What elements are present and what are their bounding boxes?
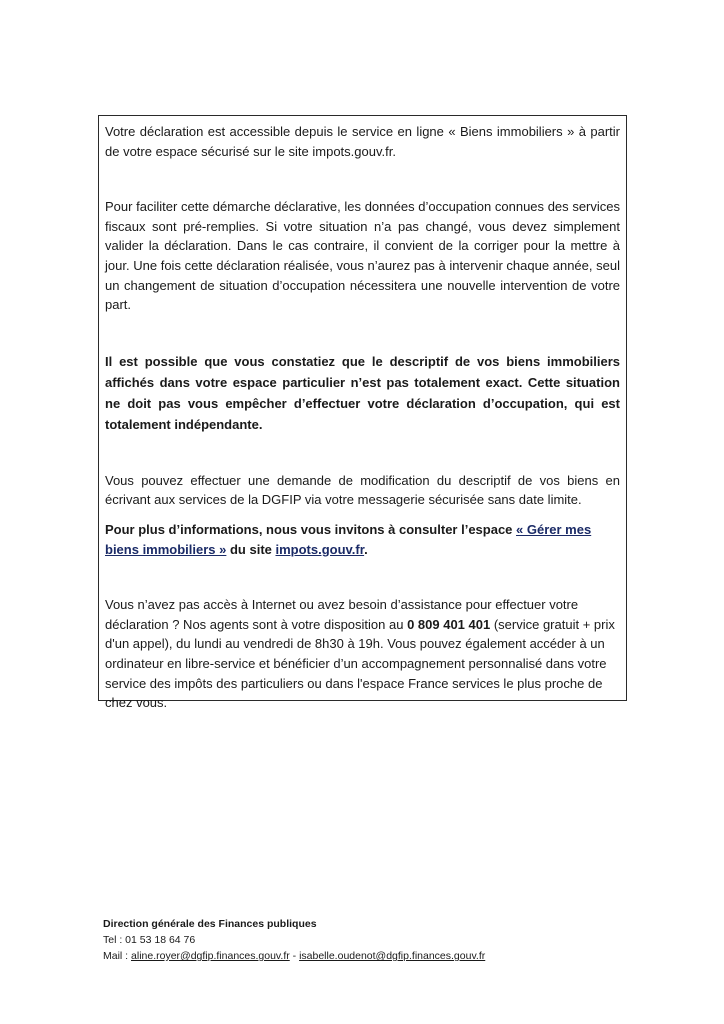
footer-mail-line bbox=[103, 948, 485, 964]
footer-contact bbox=[103, 916, 485, 964]
footer-mail-label: Mail : bbox=[103, 950, 132, 962]
assistance-suffix: (service gratuit + prix d'un appel), du lundi au vendredi de 8h30 à 19h. Vous pouvez également accéder à un ordinateur en libre-service et bénéficier d’un accompagnement personnalisé dans votre service des impôts des particuliers ou dans l'espace France services le plus proche de chez vous. bbox=[105, 616, 615, 711]
impots-site-link[interactable]: impots.gouv.fr bbox=[275, 541, 365, 557]
more-info-middle: du site bbox=[226, 541, 276, 557]
paragraph-assistance bbox=[105, 595, 620, 713]
footer-title: Direction générale des Finances publiques bbox=[103, 918, 317, 930]
footer-email-separator: - bbox=[289, 950, 300, 962]
paragraph-description-notice: Il est possible que vous constatiez que le descriptif de vos biens immobiliers affichés dans votre espace particulier n’est pas totalement exact. Cette situation ne doit pas vous empêcher d’effectuer votre déclaration d’occupation, qui est totalement indépendante. bbox=[105, 353, 620, 432]
paragraph-online-service: Votre déclaration est accessible depuis le service en ligne « Biens immobiliers » à partir de votre espace sécurisé sur le site impots.gouv.fr. bbox=[105, 124, 620, 159]
footer-telephone: Tel : 01 53 18 64 76 bbox=[103, 934, 196, 946]
manage-properties-link[interactable]: « Gérer mes biens immobiliers » bbox=[105, 521, 592, 557]
more-info-prefix: Pour plus d’informations, nous vous invitons à consulter l’espace bbox=[105, 521, 517, 537]
paragraph-prefilled-data: Pour faciliter cette démarche déclarative, les données d’occupation connues des services fiscaux sont pré-remplies. Si votre situation n’a pas changé, vous devez simplement valider la déclaration. Dans le cas contraire, il convient de la corriger pour la mettre à jour. Une fois cette déclaration réalisée, vous n’aurez pas à intervenir chaque année, seul un changement de situation d’occupation nécessitera une nouvelle intervention de votre part. bbox=[105, 199, 620, 313]
assistance-phone-number: 0 809 401 401 bbox=[407, 616, 491, 632]
email-link-aline-royer[interactable]: aline.royer@dgfip.finances.gouv.fr bbox=[131, 950, 290, 962]
paragraph-modification-request: Vous pouvez effectuer une demande de modification du descriptif de vos biens en écrivant aux services de la DGFIP via votre messagerie sécurisée sans date limite. bbox=[105, 472, 620, 508]
letter-body-box bbox=[98, 115, 627, 711]
assistance-prefix: Vous n’avez pas accès à Internet ou avez besoin d’assistance pour effectuer votre déclaration ? Nos agents sont à votre disposition au bbox=[105, 597, 579, 632]
more-info-suffix: . bbox=[364, 541, 368, 557]
paragraph-more-info bbox=[105, 520, 620, 559]
email-link-isabelle-oudenot[interactable]: isabelle.oudenot@dgfip.finances.gouv.fr bbox=[299, 950, 486, 962]
